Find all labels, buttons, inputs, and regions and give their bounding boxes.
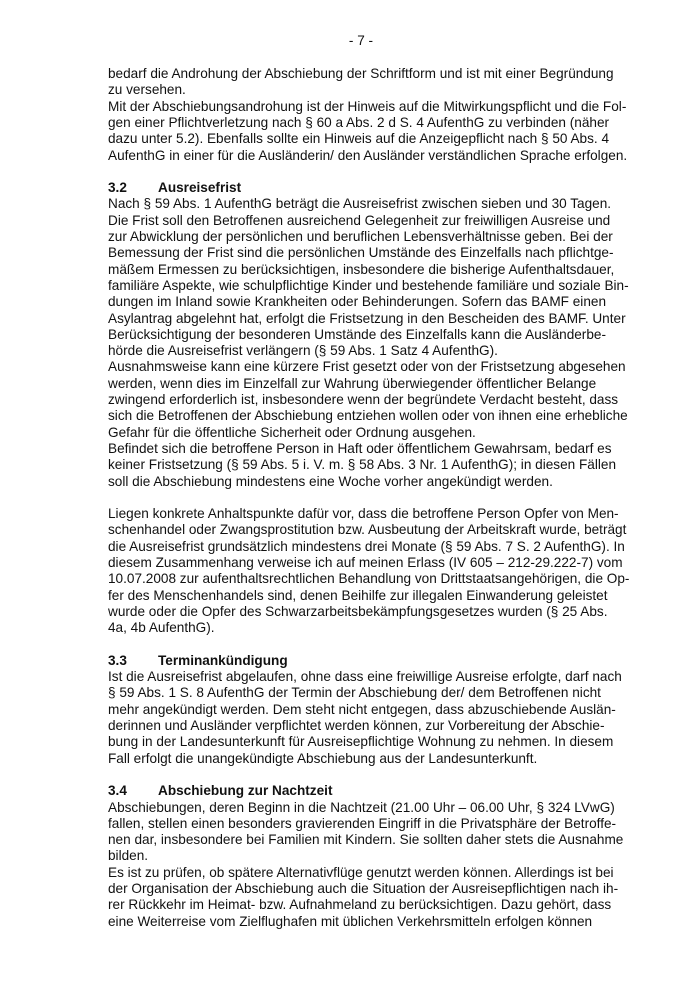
text-line: familiäre Aspekte, wie schulpflichtige Kinder und bestehende familiäre und soziale Bin- <box>108 277 629 293</box>
text-line: fallen, stellen einen besonders gravierenden Eingriff in die Privatsphäre der Betroffe- <box>108 815 617 831</box>
text-line: mäßem Ermessen zu berücksichtigen, insbesondere die bisherige Aufenthaltsdauer, <box>108 261 615 277</box>
text-line: Befindet sich die betroffene Person in Haft oder öffentlichem Gewahrsam, bedarf es <box>108 440 612 456</box>
text-line: bilden. <box>108 848 149 864</box>
page-number: - 7 - <box>348 33 374 48</box>
section-heading <box>108 783 332 799</box>
section-number: 3.2 <box>108 180 127 196</box>
text-line: Nach § 59 Abs. 1 AufenthG beträgt die Ausreisefrist zwischen sieben und 30 Tagen. <box>108 196 612 212</box>
text-line: § 59 Abs. 1 S. 8 AufenthG der Termin der Abschiebung der/ dem Betroffenen nicht <box>108 685 601 701</box>
text-line: Abschiebungen, deren Beginn in die Nachtzeit (21.00 Uhr – 06.00 Uhr, § 324 LVwG) <box>108 799 615 815</box>
text-line: schenhandel oder Zwangsprostitution bzw. Ausbeutung der Arbeitskraft wurde, beträgt <box>108 522 627 538</box>
text-line: dazu unter 5.2). Ebenfalls sollte ein Hinweis auf die Anzeigepflicht nach § 50 Abs. 4 <box>108 131 610 147</box>
text-line: zu versehen. <box>108 82 186 98</box>
text-line: mehr angekündigt werden. Dem steht nicht entgegen, dass abzuschiebende Auslän- <box>108 701 616 717</box>
text-line: zur Abwicklung der persönlichen und beruflichen Lebensverhältnisse geben. Bei der <box>108 229 613 244</box>
text-line: sich die Betroffenen der Abschiebung entziehen wollen oder von ihnen eine erhebliche <box>108 408 628 424</box>
section-title: Ausreisefrist <box>158 180 242 196</box>
text-line: Bemessung der Frist sind die persönlichen Umstände des Einzelfalls nach pflichtge- <box>108 245 614 261</box>
text-line: nen dar, insbesondere bei Familien mit Kindern. Sie sollten daher stets die Ausnahme <box>108 832 624 848</box>
text-line: AufenthG in einer für die Ausländerin/ den Ausländer verständlichen Sprache erfolgen. <box>108 147 628 163</box>
text-line: fer des Menschenhandels sind, denen Beihilfe zur illegalen Einwanderung geleistet <box>108 587 608 603</box>
text-line: Die Frist soll den Betroffenen ausreichend Gelegenheit zur freiwilligen Ausreise und <box>108 212 611 228</box>
text-line: gen einer Pflichtverletzung nach § 60 a Abs. 2 d S. 4 AufenthG zu verbinden (näher <box>108 114 610 130</box>
text-line: der Organisation der Abschiebung auch die Situation der Ausreisepflichtigen nach ih- <box>108 881 619 896</box>
text-line: Fall erfolgt die unangekündigte Abschiebung aus der Landesunterkunft. <box>108 750 538 766</box>
section-title: Abschiebung zur Nachtzeit <box>158 783 333 799</box>
text-line: hörde die Ausreisefrist verlängern (§ 59 Abs. 1 Satz 4 AufenthG). <box>108 343 498 359</box>
text-line: Es ist zu prüfen, ob spätere Alternativflüge genutzt werden können. Allerdings ist bei <box>108 864 614 880</box>
text-line: Mit der Abschiebungsandrohung ist der Hinweis auf die Mitwirkungspflicht und die Fol- <box>108 98 627 114</box>
text-line: keiner Fristsetzung (§ 59 Abs. 5 i. V. m. § 58 Abs. 3 Nr. 1 AufenthG); in diesen Fällen <box>108 457 617 473</box>
text-line: Berücksichtigung der besonderen Umstände des Einzelfalls kann die Ausländerbe- <box>108 326 606 342</box>
section-number: 3.4 <box>108 783 127 799</box>
section-title: Terminankündigung <box>158 652 288 668</box>
text-line: werden, wenn dies im Einzelfall zur Wahrung überwiegender öffentlicher Belange <box>108 375 597 391</box>
text-line: Asylantrag abgelehnt hat, erfolgt die Fristsetzung in den Bescheiden des BAMF. Unter <box>108 310 626 326</box>
text-line: wurde oder die Opfer des Schwarzarbeitsbekämpfungsgesetzes wurden (§ 25 Abs. <box>108 603 608 619</box>
text-line: 4a, 4b AufenthG). <box>108 620 215 636</box>
section-number: 3.3 <box>108 652 127 668</box>
text-line: bedarf die Androhung der Abschiebung der Schriftform und ist mit einer Begründung <box>108 66 614 81</box>
text-line: Ausnahmsweise kann eine kürzere Frist gesetzt oder von der Fristsetzung abgesehen <box>108 359 626 375</box>
text-line: derinnen und Ausländer verpflichtet werden können, zur Vorbereitung der Abschie- <box>108 718 605 733</box>
text-line: eine Weiterreise vom Zielflughafen mit üblichen Verkehrsmitteln erfolgen können <box>108 913 593 929</box>
section-heading <box>108 653 288 669</box>
text-line: 10.07.2008 zur aufenthaltsrechtlichen Behandlung von Drittstaatsangehörigen, die Op- <box>108 571 630 587</box>
text-line: soll die Abschiebung mindestens eine Woche vorher angekündigt werden. <box>108 473 553 489</box>
text-line: zwingend erforderlich ist, insbesondere wenn der begründete Verdacht besteht, dass <box>108 392 619 407</box>
text-line: rer Rückkehr im Heimat- bzw. Aufnahmeland zu berücksichtigen. Dazu gehört, dass <box>108 897 612 913</box>
text-line: Liegen konkrete Anhaltspunkte dafür vor, dass die betroffene Person Opfer von Men- <box>108 506 619 522</box>
section-heading <box>108 180 241 196</box>
text-line: dungen im Inland sowie Krankheiten oder Behinderungen. Sofern das BAMF einen <box>108 294 607 310</box>
text-line: Gefahr für die öffentliche Sicherheit oder Ordnung ausgehen. <box>108 424 476 440</box>
text-line: bung in der Landesunterkunft für Ausreisepflichtige Wohnung zu nehmen. In diesem <box>108 734 614 750</box>
text-line: die Ausreisefrist grundsätzlich mindestens drei Monate (§ 59 Abs. 7 S. 2 AufenthG). In <box>108 538 625 554</box>
text-line: diesem Zusammenhang verweise ich auf meinen Erlass (IV 605 – 212-29.222-7) vom <box>108 555 623 570</box>
text-line: Ist die Ausreisefrist abgelaufen, ohne dass eine freiwillige Ausreise erfolgte, darf nach <box>108 669 622 685</box>
